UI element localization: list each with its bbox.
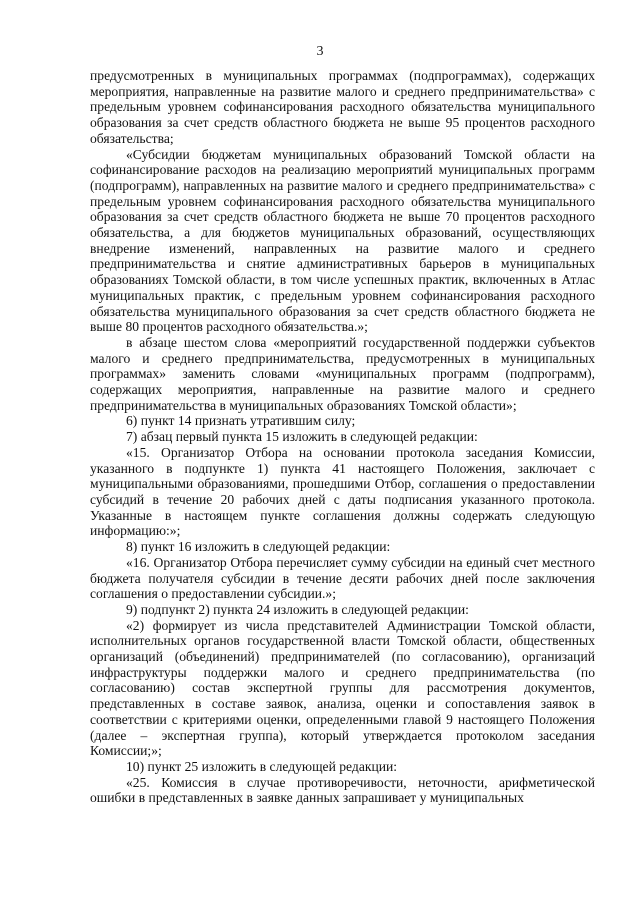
paragraph-7: 8) пункт 16 изложить в следующей редакции: (126, 539, 391, 555)
paragraph-3: в абзаце шестом слова «мероприятий государственной поддержки субъектов малого и среднего предпринимательства, предусмотренных в муниципальных программах» заменить словами «муниципальных программ (подпрограмм), содержащих мероприятия, направленные на развитие малого и среднего предпринимательства в муниципальных образованиях Томской области»; (90, 334, 595, 413)
document-body (90, 68, 595, 806)
paragraph-9: 9) подпункт 2) пункта 24 изложить в следующей редакции: (126, 601, 469, 617)
paragraph-10: «2) формирует из числа представителей Администрации Томской области, исполнительных органов государственной власти Томской области, общественных организаций (объединений) предпринимателей (по согласованию), организаций инфраструктуры поддержки малого и среднего предпринимательства (по согласованию) состав экспертной группы для рассмотрения документов, представленных в составе заявок, анализа, оценки и сопоставления заявок в соответствии с критериями оценки, определенными главой 9 настоящего Положения (далее – экспертная группа), который утверждается протоколом заседания Комиссии;»; (90, 617, 595, 759)
paragraph-2: «Субсидии бюджетам муниципальных образований Томской области на софинансирование расходов на реализацию мероприятий муниципальных программ (подпрограмм), направленных на развитие малого и среднего предпринимательства» с предельным уровнем софинансирования расходного обязательства муниципального образования за счет средств областного бюджета не выше 70 процентов расходного обязательства, а для бюджетов муниципальных образований, осуществляющих внедрение изменений, направленных на развитие малого и среднего предпринимательства и снятие административных барьеров в муниципальных образованиях Томской области, в том числе успешных практик, включенных в Атлас муниципальных практик, с предельным уровнем софинансирования расходного обязательства муниципального образования за счет средств областного бюджета не выше 80 процентов расходного обязательства.»; (90, 146, 595, 335)
paragraph-6: «15. Организатор Отбора на основании протокола заседания Комиссии, указанного в подпункте 1) пункта 41 настоящего Положения, заключает с муниципальными образованиями, прошедшими Отбор, соглашения о предоставлении субсидий в течение 20 рабочих дней с даты подписания указанного протокола. Указанные в настоящем пункте соглашения должны содержать следующую информацию:»; (90, 444, 595, 539)
paragraph-5: 7) абзац первый пункта 15 изложить в следующей редакции: (126, 429, 478, 445)
page-number: 3 (316, 44, 324, 59)
paragraph-8: «16. Организатор Отбора перечисляет сумму субсидии на единый счет местного бюджета получателя субсидии в течение десяти рабочих дней после заключения соглашения о предоставлении субсидии.»; (90, 554, 595, 602)
paragraph-1: предусмотренных в муниципальных программах (подпрограммах), содержащих мероприятия, направленные на развитие малого и среднего предпринимательства» с предельным уровнем софинансирования расходного обязательства муниципального образования за счет средств областного бюджета не выше 95 процентов расходного обязательства; (90, 68, 595, 146)
paragraph-4: 6) пункт 14 признать утратившим силу; (126, 413, 356, 429)
paragraph-12: «25. Комиссия в случае противоречивости, неточности, арифметической ошибки в представленных в заявке данных запрашивает у муниципальных (90, 774, 595, 806)
paragraph-11: 10) пункт 25 изложить в следующей редакции: (126, 758, 398, 774)
